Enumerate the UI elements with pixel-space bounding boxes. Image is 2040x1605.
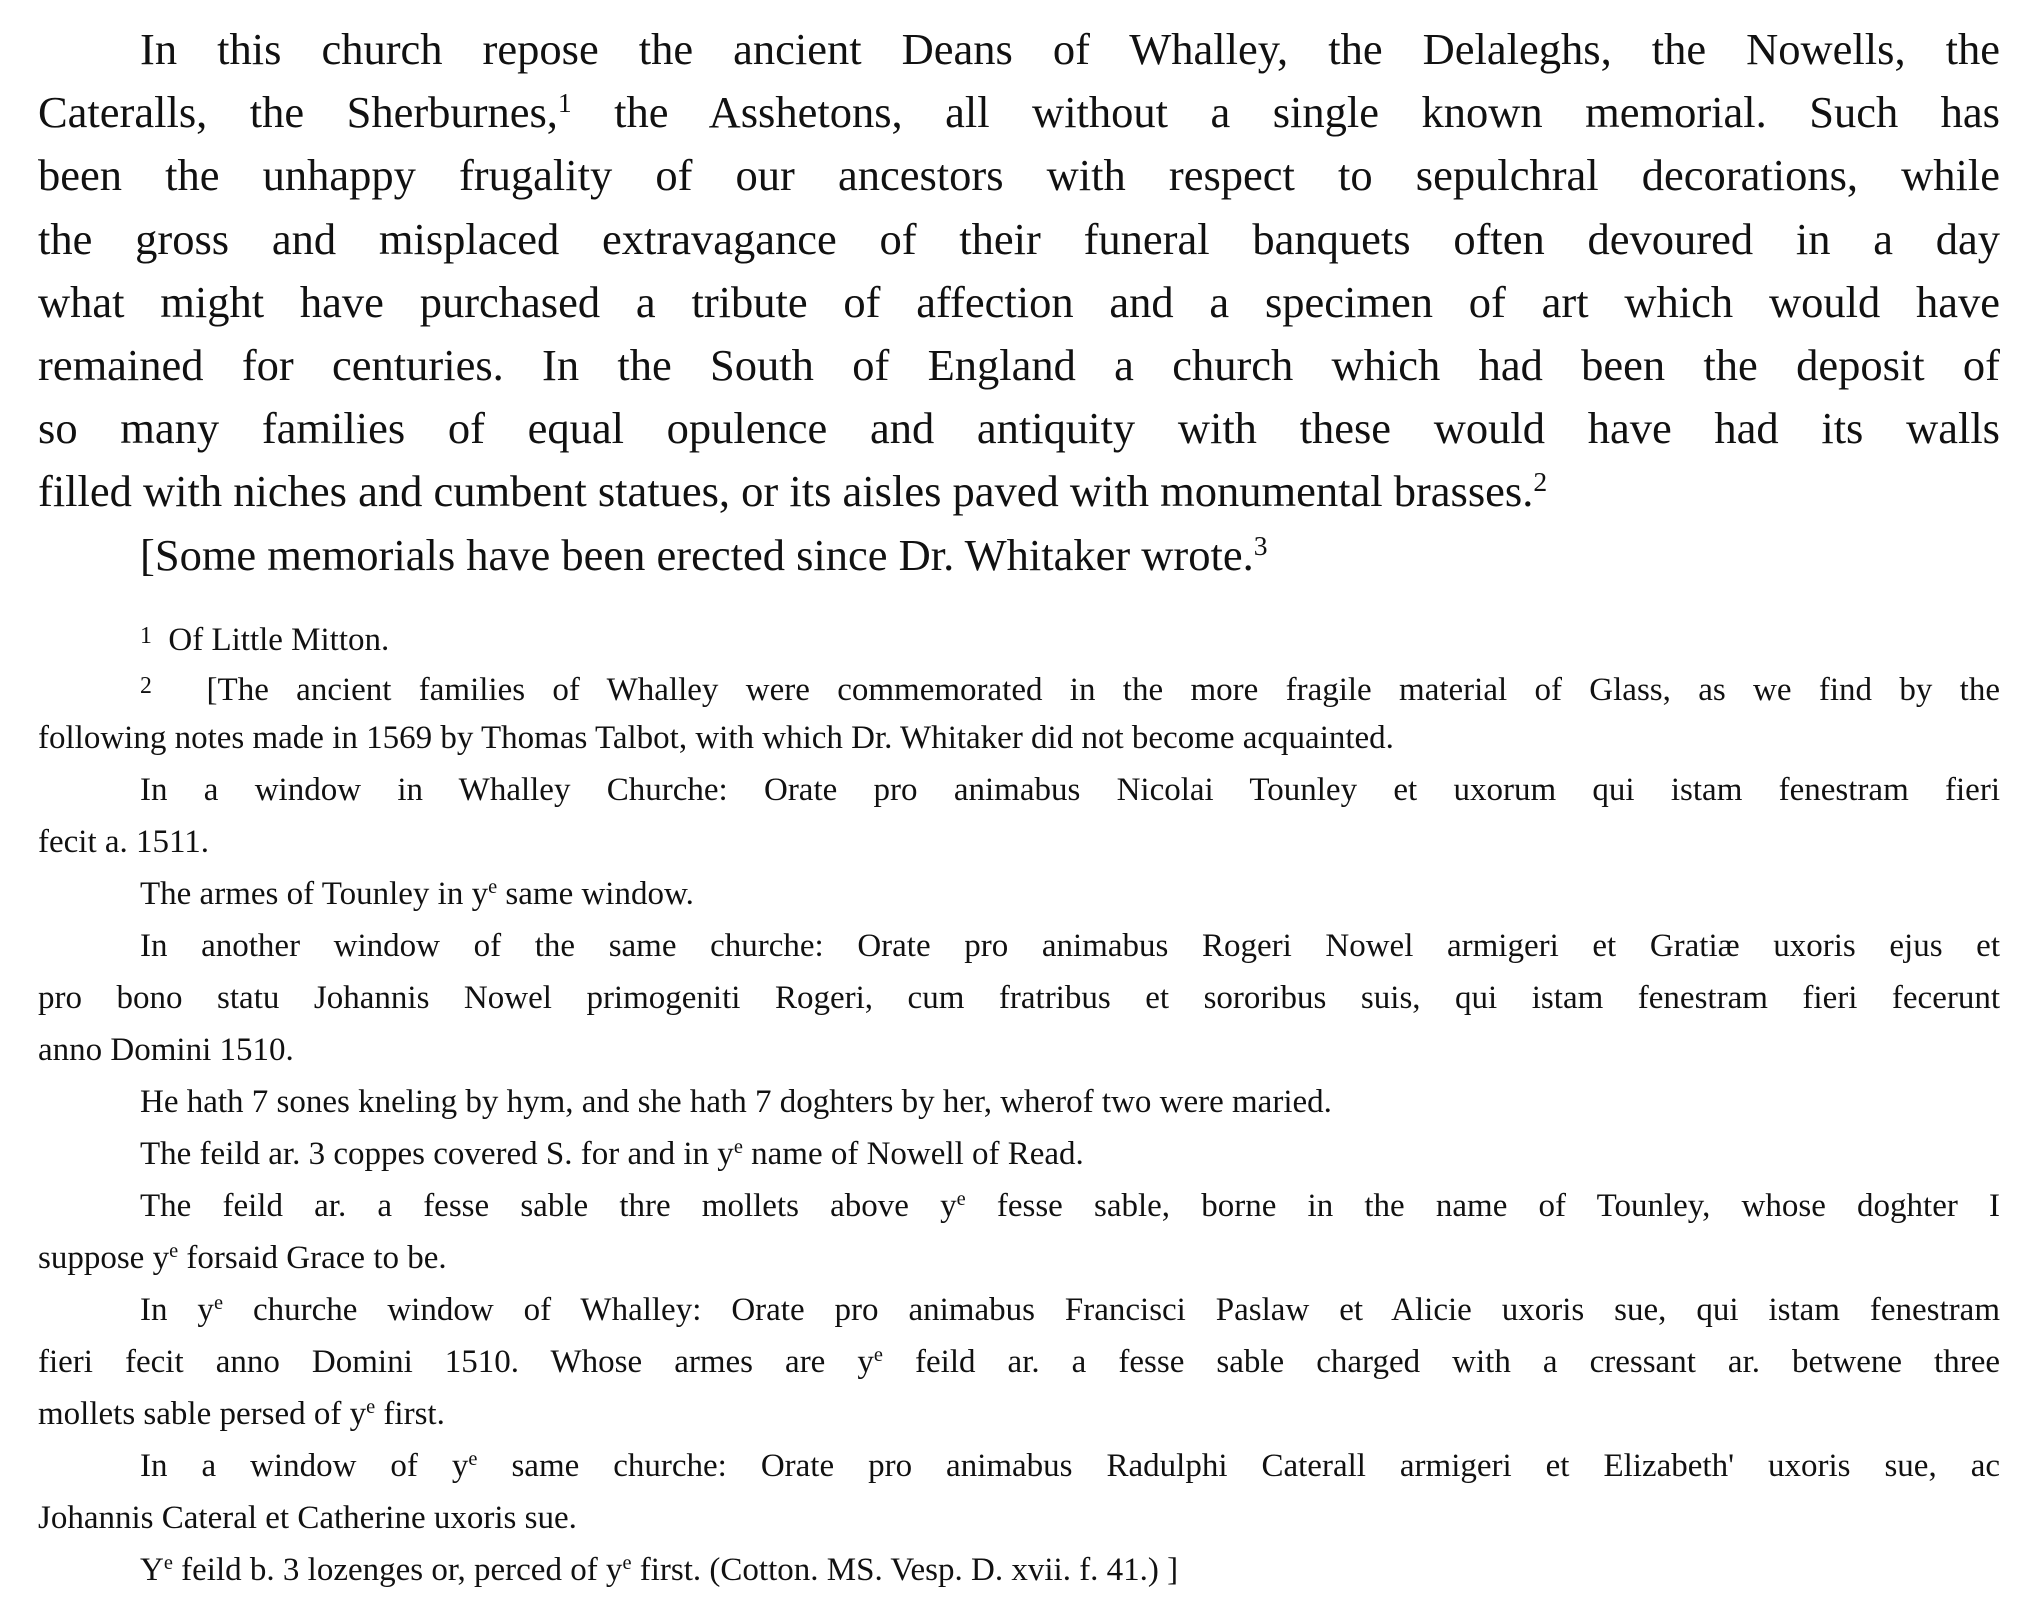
footnote-2-line-2: following notes made in 1569 by Thomas Talbot, with which Dr. Whitaker did not become acquainted. <box>38 720 1394 756</box>
note-p5: The feild ar. 3 coppes covered S. for and in $y^e$ name of Nowell of Read. <box>140 1135 1084 1172</box>
footnote-2-line-1: $^2$ [The ancient families of Whalley were commemorated in the more fragile material of Glass, as we find by the <box>140 672 2000 709</box>
main-line-7: so many families of equal opulence and antiquity with these would have had its walls <box>38 403 2000 454</box>
footnote-ref-1: 1 <box>557 87 572 119</box>
footnote-2-number: 2 <box>140 673 152 699</box>
note-p7-line-1: In $y^e$ churche window of Whalley: Orate pro animabus Francisci Paslaw et Alicie uxoris sue, qui istam fenestram <box>140 1291 2000 1328</box>
note-p9: $Y^e$ feild b. 3 lozenges or, perced of $y^e$ first. (Cotton. MS. Vesp. D. xvii. f. 41.) ] <box>140 1551 1179 1588</box>
main-line-3: been the unhappy frugality of our ancestors with respect to sepulchral decorations, while <box>38 150 2000 201</box>
note-p2: The armes of Tounley in $y^e$ same window. <box>140 875 694 912</box>
note-p8-line-2: Johannis Cateral et Catherine uxoris sue. <box>38 1500 577 1536</box>
main-line-5: what might have purchased a tribute of affection and a specimen of art which would have <box>38 276 2000 327</box>
note-p6-line-2: suppose $y^e$ forsaid Grace to be. <box>38 1239 447 1276</box>
main-paragraph <box>38 18 2000 587</box>
footnote-ref-2: 2 <box>1533 466 1548 498</box>
note-p7-line-2: fieri fecit anno Domini 1510. Whose armes are $y^e$ feild ar. a fesse sable charged with a cressant ar. betwene three <box>38 1343 2000 1380</box>
note-p3-line-3: anno Domini 1510. <box>38 1032 294 1068</box>
main-line-8: filled with niches and cumbent statues, or its aisles paved with monumental brasses.$^2$ <box>38 466 1548 517</box>
note-p1-line-2: fecit a. 1511. <box>38 824 210 860</box>
main-line-4: the gross and misplaced extravagance of their funeral banquets often devoured in a day <box>38 213 2000 264</box>
main-line-1: In this church repose the ancient Deans of Whalley, the Delaleghs, the Nowells, the <box>140 24 2000 74</box>
footnote-1-number: 1 <box>140 623 152 649</box>
note-p3-line-2: pro bono statu Johannis Nowel primogeniti Rogeri, cum fratribus et sororibus suis, qui istam fenestram fieri fecerunt <box>38 980 2000 1016</box>
note-p3-line-1: In another window of the same churche: Orate pro animabus Rogeri Nowel armigeri et Gratiæ uxoris ejus et <box>140 928 2000 964</box>
note-p1-line-1: In a window in Whalley Churche: Orate pro animabus Nicolai Tounley et uxorum qui istam fenestram fieri <box>140 772 2000 808</box>
note-p7-line-3: mollets sable persed of $y^e$ first. <box>38 1395 445 1432</box>
footnote-1: $^1$ Of Little Mitton. <box>140 622 390 659</box>
note-p8-line-1: In a window of $y^e$ same churche: Orate pro animabus Radulphi Caterall armigeri et Elizabeth' uxoris sue, ac <box>140 1447 2000 1484</box>
note-p4: He hath 7 sones kneling by hym, and she hath 7 doghters by her, wherof two were maried. <box>140 1084 1332 1120</box>
main-line-6: remained for centuries. In the South of England a church which had been the deposit of <box>38 340 2000 391</box>
note-p6-line-1: The feild ar. a fesse sable thre mollets above $y^e$ fesse sable, borne in the name of Tounley, whose doghter I <box>140 1187 2000 1224</box>
main-line-9: [Some memorials have been erected since Dr. Whitaker wrote.$^3$ <box>140 529 1268 580</box>
footnote-ref-3: 3 <box>1253 529 1268 561</box>
main-line-2: Cateralls, the Sherburnes,$^1$ the Asshetons, all without a single known memorial. Such has <box>38 87 2000 138</box>
